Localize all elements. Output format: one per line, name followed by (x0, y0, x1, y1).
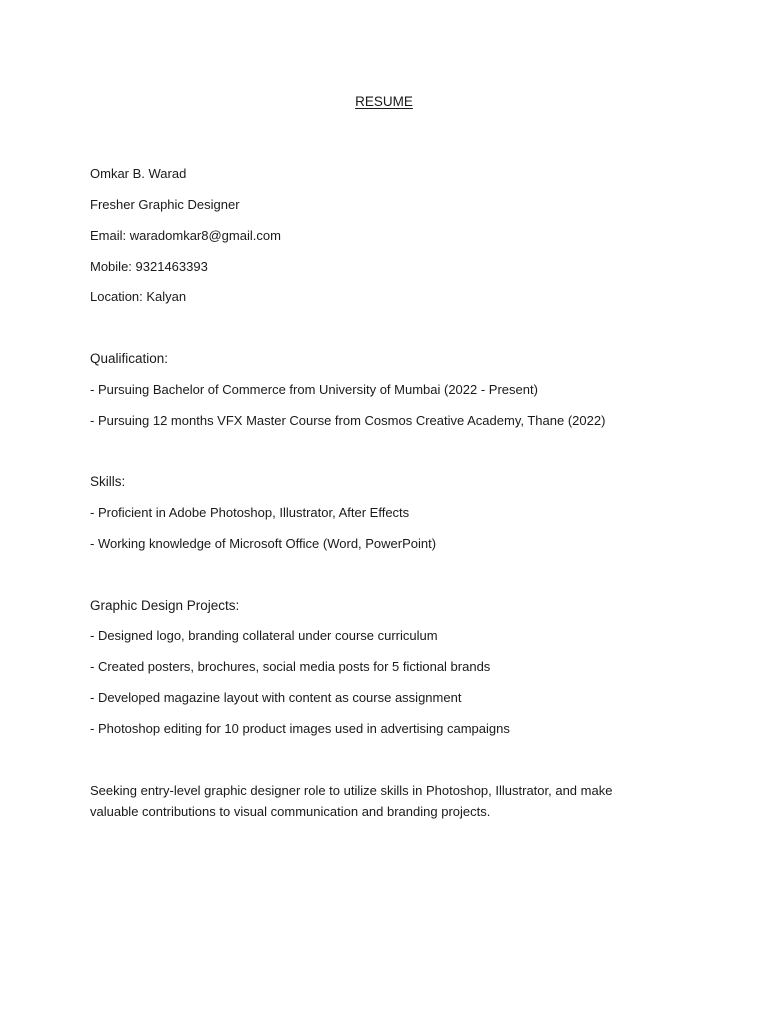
project-item: - Developed magazine layout with content as course assignment (90, 690, 462, 705)
skill-item: - Proficient in Adobe Photoshop, Illustrator, After Effects (90, 505, 410, 520)
project-item: - Created posters, brochures, social media posts for 5 fictional brands (90, 659, 491, 674)
candidate-email: Email: waradomkar8@gmail.com (90, 228, 281, 243)
document-title: RESUME (355, 94, 413, 109)
project-item: - Photoshop editing for 10 product images used in advertising campaigns (90, 721, 510, 736)
candidate-location: Location: Kalyan (90, 289, 187, 304)
qualification-item: - Pursuing 12 months VFX Master Course from Cosmos Creative Academy, Thane (2022) (90, 413, 606, 428)
skill-item: - Working knowledge of Microsoft Office (Word, PowerPoint) (90, 536, 437, 551)
candidate-mobile: Mobile: 9321463393 (90, 259, 208, 274)
qualification-heading: Qualification: (90, 351, 169, 366)
candidate-role: Fresher Graphic Designer (90, 197, 240, 212)
projects-heading: Graphic Design Projects: (90, 598, 240, 613)
candidate-name: Omkar B. Warad (90, 166, 187, 181)
qualification-item: - Pursuing Bachelor of Commerce from University of Mumbai (2022 - Present) (90, 382, 538, 397)
project-item: - Designed logo, branding collateral under course curriculum (90, 628, 438, 643)
career-objective: Seeking entry-level graphic designer role to utilize skills in Photoshop, Illustrator, and make valuable contributions to visual communication and branding projects. (90, 783, 613, 819)
skills-heading: Skills: (90, 474, 126, 489)
